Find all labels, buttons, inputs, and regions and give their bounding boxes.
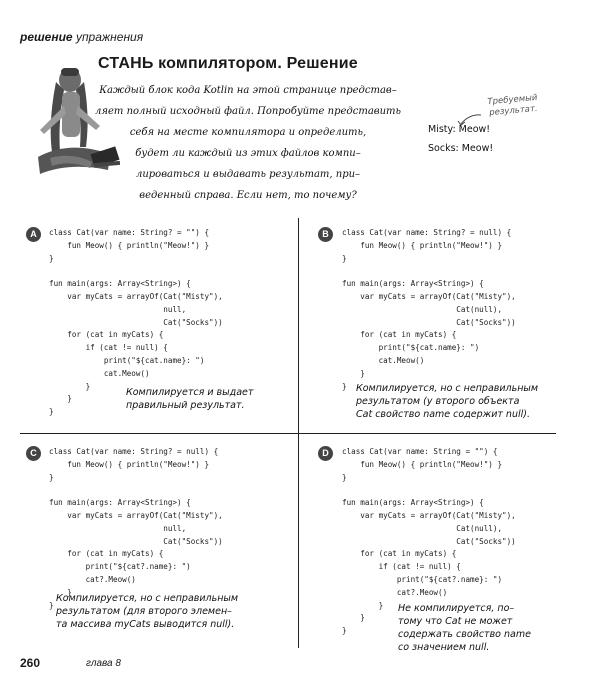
block-d-badge: D	[318, 446, 333, 461]
code-line: fun main(args: Array<String>) {	[342, 498, 484, 508]
code-line: for (cat in myCats) {	[49, 549, 164, 559]
block-c-code	[49, 446, 223, 612]
verdict-line: результатом (для второго элемен–	[56, 606, 232, 617]
verdict-line: тому что Cat не может	[398, 616, 513, 627]
code-line: }	[342, 600, 384, 610]
verdict-line: со значением null.	[398, 642, 490, 653]
code-line: Cat(null),	[342, 304, 503, 314]
code-line: class Cat(var name: String? = null) {	[49, 447, 219, 456]
expected-output-line: Socks: Meow!	[428, 143, 494, 154]
code-line: var myCats = arrayOf(Cat("Misty"),	[49, 291, 223, 301]
expected-note-line: результат.	[488, 103, 538, 119]
header-section: решение	[20, 30, 73, 44]
code-line: class Cat(var name: String? = null) {	[342, 228, 512, 237]
code-line: }	[49, 407, 54, 417]
code-line: fun main(args: Array<String>) {	[49, 498, 191, 508]
expected-note-line: Требуемый	[487, 92, 538, 108]
code-line: Cat("Socks"))	[342, 317, 516, 327]
code-line: }	[49, 472, 54, 482]
code-line: Cat("Socks"))	[49, 536, 223, 546]
code-line: if (cat != null) {	[49, 343, 168, 353]
code-line: print("${cat.name}: ")	[342, 343, 480, 353]
code-line: for (cat in myCats) {	[49, 330, 164, 340]
code-line: print("${cat?.name}: ")	[49, 562, 191, 572]
code-line: cat?.Meow()	[49, 574, 136, 584]
code-line: fun main(args: Array<String>) {	[49, 279, 191, 289]
running-header	[20, 30, 143, 44]
verdict-line: Компилируется, но с неправильным	[56, 593, 239, 604]
code-line: }	[342, 368, 365, 378]
verdict-line: правильный результат.	[126, 400, 245, 411]
code-line: }	[49, 600, 54, 610]
grid-horizontal-divider	[20, 433, 556, 434]
intro-line: лироваться и выдавать результат, при–	[135, 169, 361, 180]
code-line: Cat(null),	[342, 523, 503, 533]
code-line: null,	[49, 304, 187, 314]
code-line: for (cat in myCats) {	[342, 549, 457, 559]
code-line: var myCats = arrayOf(Cat("Misty"),	[342, 510, 516, 520]
code-line: fun main(args: Array<String>) {	[342, 279, 484, 289]
block-b-verdict	[356, 382, 538, 421]
intro-line: Каждый блок кода Kotlin на этой странице представ–	[99, 85, 397, 96]
block-c-badge: C	[26, 446, 41, 461]
code-line: }	[342, 626, 347, 636]
intro-text	[92, 80, 404, 206]
code-line: class Cat(var name: String = "") {	[342, 447, 498, 456]
intro-line: будет ли каждый из этих файлов компи–	[135, 148, 361, 159]
block-c-verdict	[56, 592, 238, 631]
expected-output-line: Misty: Meow!	[428, 124, 491, 135]
code-line	[49, 485, 54, 494]
block-d-verdict	[398, 602, 531, 654]
block-a-badge: A	[26, 227, 41, 242]
verdict-line: Cat свойство name содержит null).	[356, 409, 530, 420]
page-title: СТАНЬ компилятором. Решение	[98, 55, 358, 72]
code-line: }	[49, 587, 72, 597]
verdict-line: результатом (у второго объекта	[356, 396, 520, 407]
code-line: cat.Meow()	[49, 368, 150, 378]
code-line: null,	[49, 523, 187, 533]
header-subsection: упражнения	[75, 30, 144, 44]
code-line: cat?.Meow()	[342, 587, 448, 597]
code-line	[342, 266, 347, 275]
chapter-label: глава 8	[86, 658, 121, 669]
code-line: }	[342, 253, 347, 263]
code-line: fun Meow() { println("Meow!") }	[49, 240, 210, 250]
verdict-line: Не компилируется, по–	[398, 603, 515, 614]
block-b-code	[342, 227, 516, 393]
code-line: fun Meow() { println("Meow!") }	[49, 459, 210, 469]
block-b-badge: B	[318, 227, 333, 242]
expected-output-note	[477, 92, 549, 120]
code-line: class Cat(var name: String? = "") {	[49, 228, 210, 237]
code-line: print("${cat?.name}: ")	[342, 574, 503, 584]
code-line: fun Meow() { println("Meow!") }	[342, 240, 503, 250]
code-line: Cat("Socks"))	[49, 317, 223, 327]
code-line	[49, 266, 54, 275]
code-line: for (cat in myCats) {	[342, 330, 457, 340]
code-line: cat.Meow()	[342, 355, 425, 365]
code-line: }	[342, 613, 365, 623]
page-number: 260	[20, 656, 41, 670]
verdict-line: Компилируется, но с неправильным	[356, 383, 539, 394]
block-a-verdict	[126, 386, 253, 412]
intro-line: ляет полный исходный файл. Попробуйте представить	[95, 106, 401, 117]
intro-line: веденный справа. Если нет, то почему?	[139, 190, 357, 201]
intro-line: себя на месте компилятора и определить,	[129, 127, 367, 138]
code-line: Cat("Socks"))	[342, 536, 516, 546]
verdict-line: Компилируется и выдает	[126, 387, 254, 398]
code-line	[342, 485, 347, 494]
code-line: fun Meow() { println("Meow!") }	[342, 459, 503, 469]
code-line: }	[49, 253, 54, 263]
code-line: }	[342, 472, 347, 482]
verdict-line: содержать свойство name	[398, 629, 531, 640]
code-line: var myCats = arrayOf(Cat("Misty"),	[342, 291, 516, 301]
code-line: if (cat != null) {	[342, 562, 461, 572]
code-line: }	[342, 381, 347, 391]
code-line: print("${cat.name}: ")	[49, 355, 205, 365]
code-line: }	[49, 381, 91, 391]
grid-vertical-divider	[298, 218, 299, 648]
verdict-line: та массива myCats выводится null).	[56, 619, 235, 630]
code-line: var myCats = arrayOf(Cat("Misty"),	[49, 510, 223, 520]
code-line: }	[49, 394, 72, 404]
